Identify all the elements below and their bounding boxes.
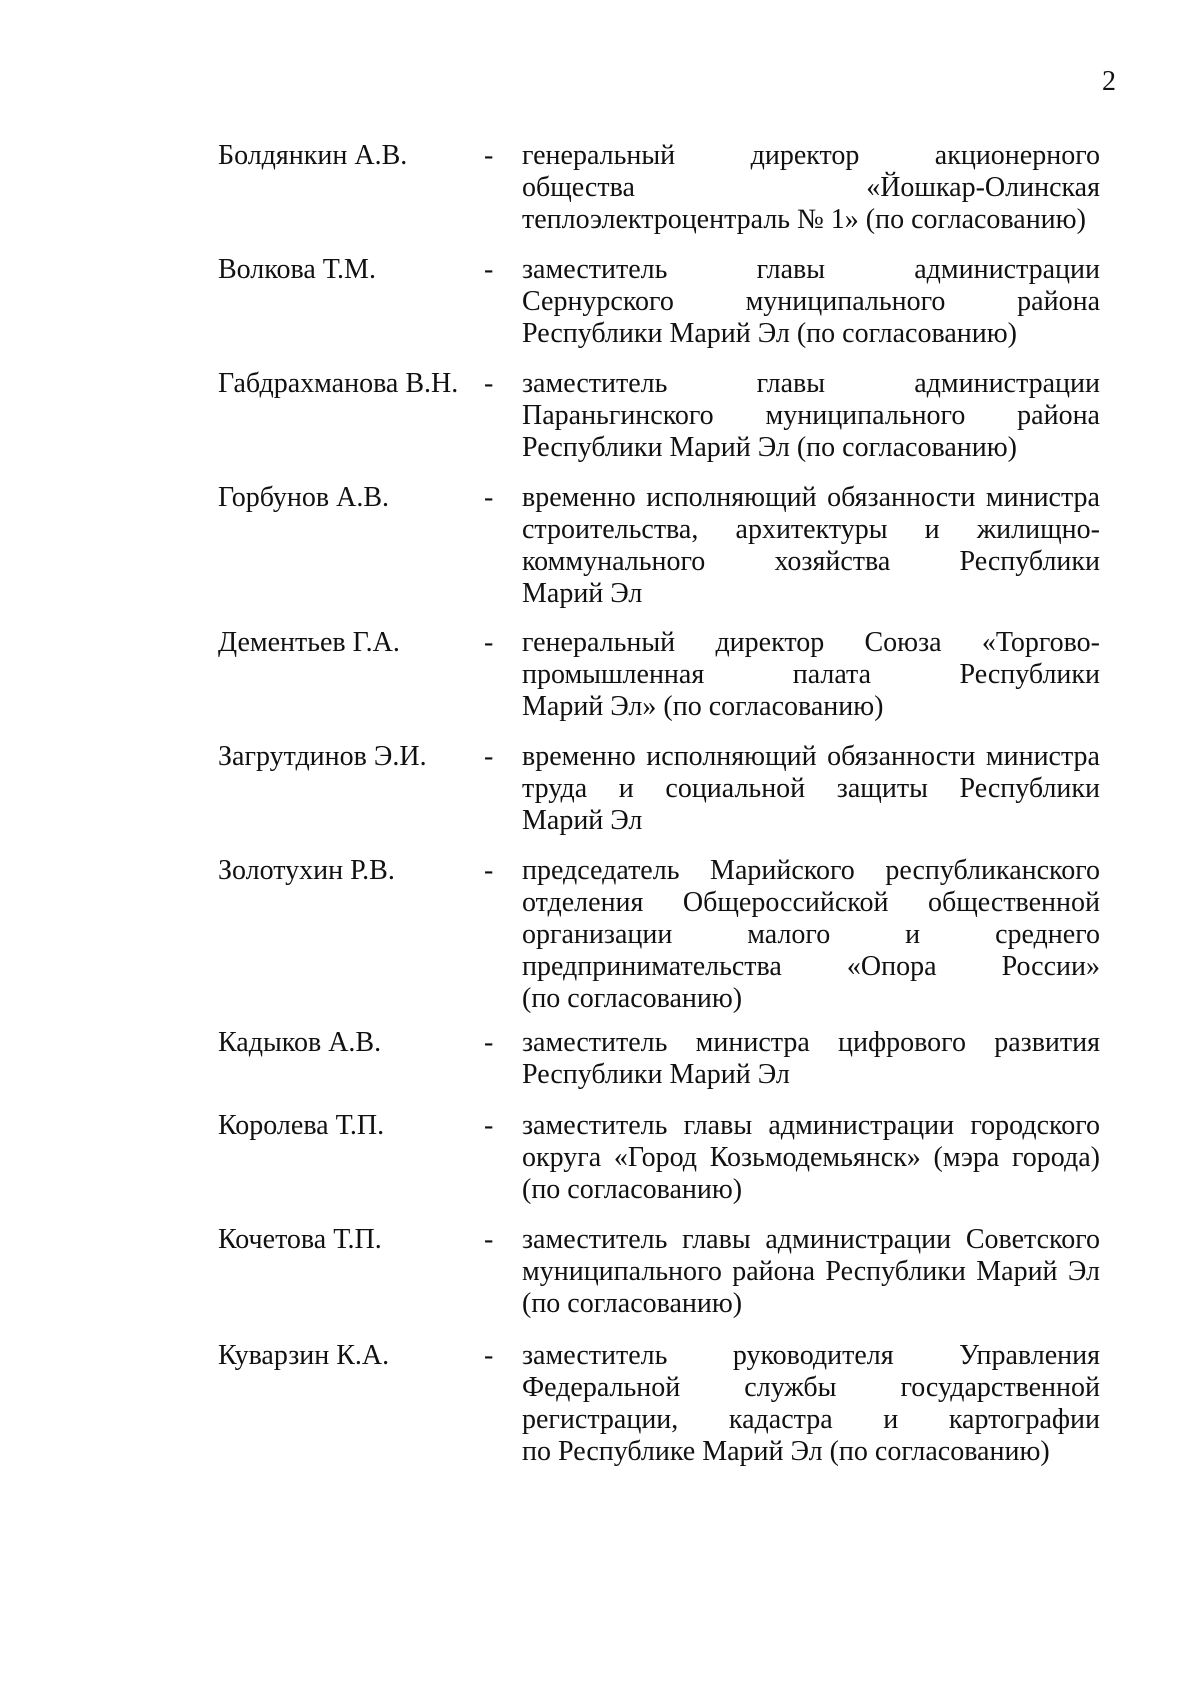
position-line: заместитель руководителя Управления — [522, 1340, 1100, 1371]
separator-dash: - — [484, 482, 494, 513]
member-name: Болдянкин А.В. — [218, 140, 408, 171]
position-line: Республики Марий Эл (по согласованию) — [522, 432, 1017, 463]
position-line: заместитель главы администрации — [522, 368, 1100, 399]
position-line: отделения Общероссийской общественной — [522, 887, 1100, 918]
position-line: заместитель главы администрации Советского — [522, 1224, 1100, 1255]
separator-dash: - — [484, 855, 494, 886]
position-line: Марий Эл — [522, 578, 643, 609]
member-position — [522, 741, 1100, 837]
position-line: теплоэлектроцентраль № 1» (по согласованию) — [522, 204, 1086, 235]
separator-dash: - — [484, 368, 494, 399]
position-line: Марий Эл — [522, 805, 643, 836]
separator-dash: - — [484, 1110, 494, 1141]
position-line: Параньгинского муниципального района — [522, 400, 1100, 431]
position-line: генеральный директор Союза «Торгово- — [522, 627, 1100, 658]
member-position — [522, 1027, 1100, 1091]
page-number: 2 — [1102, 66, 1116, 97]
position-line: временно исполняющий обязанности министра — [522, 482, 1100, 513]
position-line: регистрации, кадастра и картографии — [522, 1404, 1100, 1435]
position-line: Федеральной службы государственной — [522, 1372, 1100, 1403]
member-name: Кадыков А.В. — [218, 1027, 382, 1058]
member-name: Волкова Т.М. — [218, 254, 376, 285]
position-line: Республики Марий Эл (по согласованию) — [522, 318, 1017, 349]
position-line: строительства, архитектуры и жилищно- — [522, 514, 1100, 545]
separator-dash: - — [484, 1340, 494, 1371]
member-position — [522, 482, 1100, 610]
member-position — [522, 254, 1100, 350]
member-name: Загрутдинов Э.И. — [218, 741, 427, 772]
position-line: (по согласованию) — [522, 983, 743, 1014]
member-name: Горбунов А.В. — [218, 482, 390, 513]
member-name: Золотухин Р.В. — [218, 855, 395, 886]
position-line: муниципального района Республики Марий Эл — [522, 1256, 1100, 1287]
position-line: по Республике Марий Эл (по согласованию) — [522, 1436, 1050, 1467]
separator-dash: - — [484, 741, 494, 772]
position-line: заместитель главы администрации — [522, 254, 1100, 285]
member-position — [522, 1110, 1100, 1206]
position-line: труда и социальной защиты Республики — [522, 773, 1100, 804]
member-position — [522, 1224, 1100, 1320]
separator-dash: - — [484, 254, 494, 285]
member-position — [522, 140, 1100, 236]
position-line: округа «Город Козьмодемьянск» (мэра города) — [522, 1142, 1100, 1173]
member-name: Габдрахманова В.Н. — [218, 368, 459, 399]
member-position — [522, 855, 1100, 1015]
separator-dash: - — [484, 1027, 494, 1058]
position-line: организации малого и среднего — [522, 919, 1100, 950]
position-line: общества «Йошкар-Олинская — [522, 172, 1100, 203]
member-position — [522, 627, 1100, 723]
position-line: (по согласованию) — [522, 1174, 743, 1205]
separator-dash: - — [484, 1224, 494, 1255]
position-line: предпринимательства «Опора России» — [522, 951, 1100, 982]
separator-dash: - — [484, 627, 494, 658]
member-name: Кочетова Т.П. — [218, 1224, 382, 1255]
position-line: промышленная палата Республики — [522, 659, 1100, 690]
position-line: временно исполняющий обязанности министра — [522, 741, 1100, 772]
position-line: генеральный директор акционерного — [522, 140, 1100, 171]
position-line: заместитель главы администрации городского — [522, 1110, 1100, 1141]
member-name: Дементьев Г.А. — [218, 627, 400, 658]
member-position — [522, 368, 1100, 464]
position-line: (по согласованию) — [522, 1288, 743, 1319]
position-line: коммунального хозяйства Республики — [522, 546, 1100, 577]
position-line: Сернурского муниципального района — [522, 286, 1100, 317]
member-name: Куварзин К.А. — [218, 1340, 390, 1371]
position-line: Марий Эл» (по согласованию) — [522, 691, 884, 722]
position-line: Республики Марий Эл — [522, 1059, 790, 1090]
member-position — [522, 1340, 1100, 1468]
position-line: заместитель министра цифрового развития — [522, 1027, 1100, 1058]
position-line: председатель Марийского республиканского — [522, 855, 1100, 886]
member-name: Королева Т.П. — [218, 1110, 385, 1141]
separator-dash: - — [484, 140, 494, 171]
